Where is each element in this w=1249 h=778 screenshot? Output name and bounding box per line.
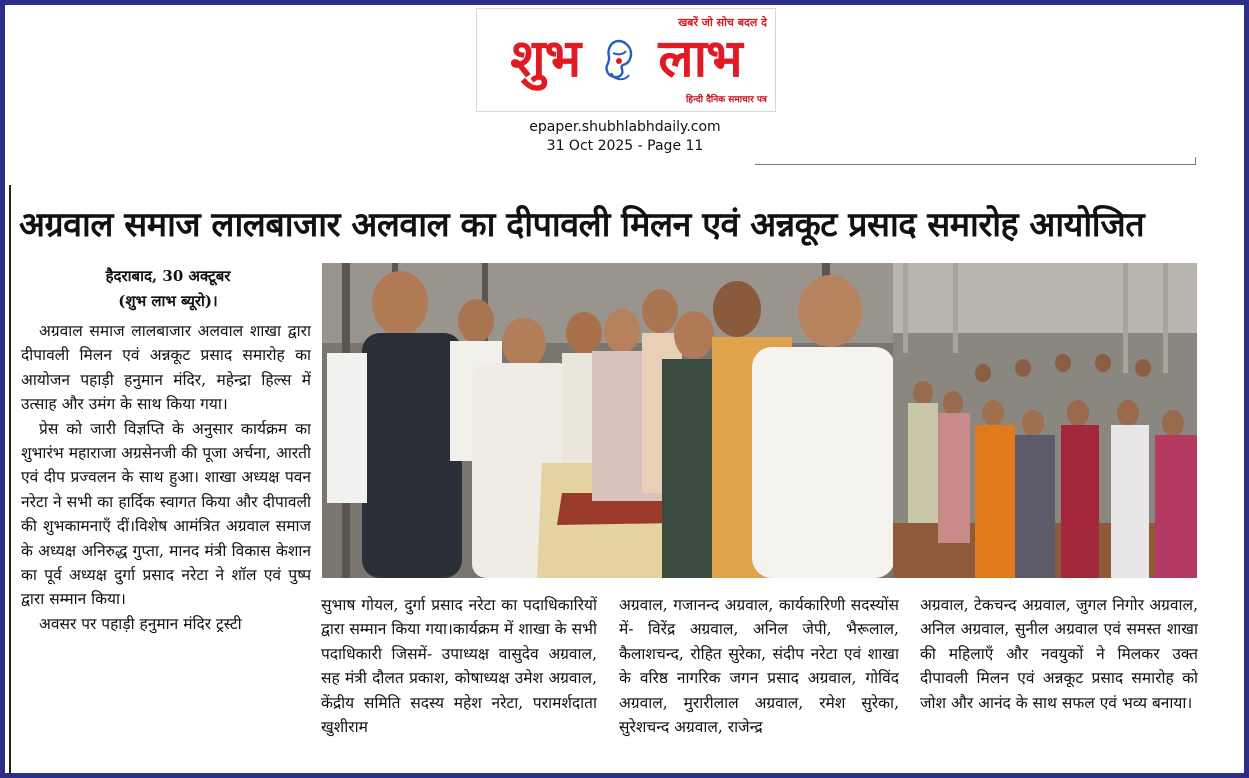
article-column-3 [619,593,899,773]
audience-photo [893,263,1197,578]
ganesha-emblem-icon [599,35,639,83]
article-paragraph: अग्रवाल समाज लालबाजार अलवाल शाखा द्वारा दीपावली मिलन एवं अन्नकूट प्रसाद समारोह का आयोजन पहाड़ी हनुमान मंदिर, महेन्द्रा हिल्स में उत्साह और उमंग के साथ किया गया। [21,322,311,414]
article-column-2 [321,593,597,773]
header-divider [755,164,1196,165]
article-headline: अग्रवाल समाज लालबाजार अलवाल का दीपावली मिलन एवं अन्नकूट प्रसाद समारोह आयोजित [19,205,1145,245]
article-column-4 [920,593,1198,773]
masthead-logo [476,8,776,112]
epaper-url[interactable]: epaper.shubhlabhdaily.com [529,119,721,135]
epaper-meta [476,118,774,156]
header-divider-tick [1195,157,1196,165]
article-paragraph: प्रेस को जारी विज्ञप्ति के अनुसार कार्यक्रम का शुभारंभ महाराजा अग्रसेनजी की पूजा अर्चना, आरती एवं दीप प्रज्वलन के साथ हुआ। शाखा अध्यक्ष पवन नरेटा ने सभी का हार्दिक स्वागत किया और दीपावली की शुभकामनाएँ दीं।विशेष आमंत्रित अग्रवाल समाज के अध्यक्ष अनिरुद्ध गुप्ता, मानद मंत्री विकास केशान का पूर्व अध्यक्ष दुर्गा प्रसाद नरेटा ने शॉल एवं पुष्प द्वारा सम्मान किया। [21,419,311,609]
article-column-1 [21,319,311,773]
group-photo [322,263,895,578]
logo-left-word: शुभ [510,29,581,89]
dateline-bureau: (शुभ लाभ ब्यूरो)। [118,292,218,310]
logo-wordmark [477,27,775,88]
dateline-place-date: हैदराबाद, 30 अक्टूबर [105,267,231,285]
edition-date-page: 31 Oct 2025 - Page 11 [546,138,704,154]
article-left-border [9,185,11,773]
article-dateline [23,264,313,314]
article-paragraph: सुभाष गोयल, दुर्गा प्रसाद नरेटा का पदाधिकारियों द्वारा सम्मान किया गया।कार्यक्रम में शाखा के सभी पदाधिकारी जिसमें- उपाध्यक्ष वासुदेव अग्रवाल, सह मंत्री दौलत प्रकाश, कोषाध्यक्ष उमेश अग्रवाल, केंद्रीय समिति सदस्य महेश नरेटा, परामर्शदाता खुशीराम [321,596,597,737]
article-paragraph: अग्रवाल, गजानन्द अग्रवाल, कार्यकारिणी सदस्योंस में- विरेंद्र अग्रवाल, अनिल जेपी, भैरूलाल, कैलाशचन्द, रोहित सुरेका, संदीप नरेटा एवं शाखा के वरिष्ठ नागरिक जगन प्रसाद अग्रवाल, गोविंद अग्रवाल, मुरारीलाल अग्रवाल, रमेश सुरेका, सुरेशचन्द अग्रवाल, राजेन्द्र [619,596,899,737]
article-paragraph: अवसर पर पहाड़ी हनुमान मंदिर ट्रस्टी [39,614,242,633]
article-paragraph: अग्रवाल, टेकचन्द अग्रवाल, जुगल निगोर अग्रवाल, अनिल अग्रवाल, सुनील अग्रवाल एवं समस्त शाखा की महिलाएँ और नवयुकों ने मिलकर उक्त दीपावली मिलन एवं अन्नकूट प्रसाद समारोह को जोश और आनंद के साथ सफल एवं भव्य बनाया। [920,596,1198,712]
newspaper-page [5,5,1244,773]
masthead-subtitle: हिन्दी दैनिक समाचार पत्र [685,95,767,105]
masthead-tagline: खबरें जो सोच बदल दे [678,16,767,29]
logo-right-word: लाभ [658,29,742,89]
